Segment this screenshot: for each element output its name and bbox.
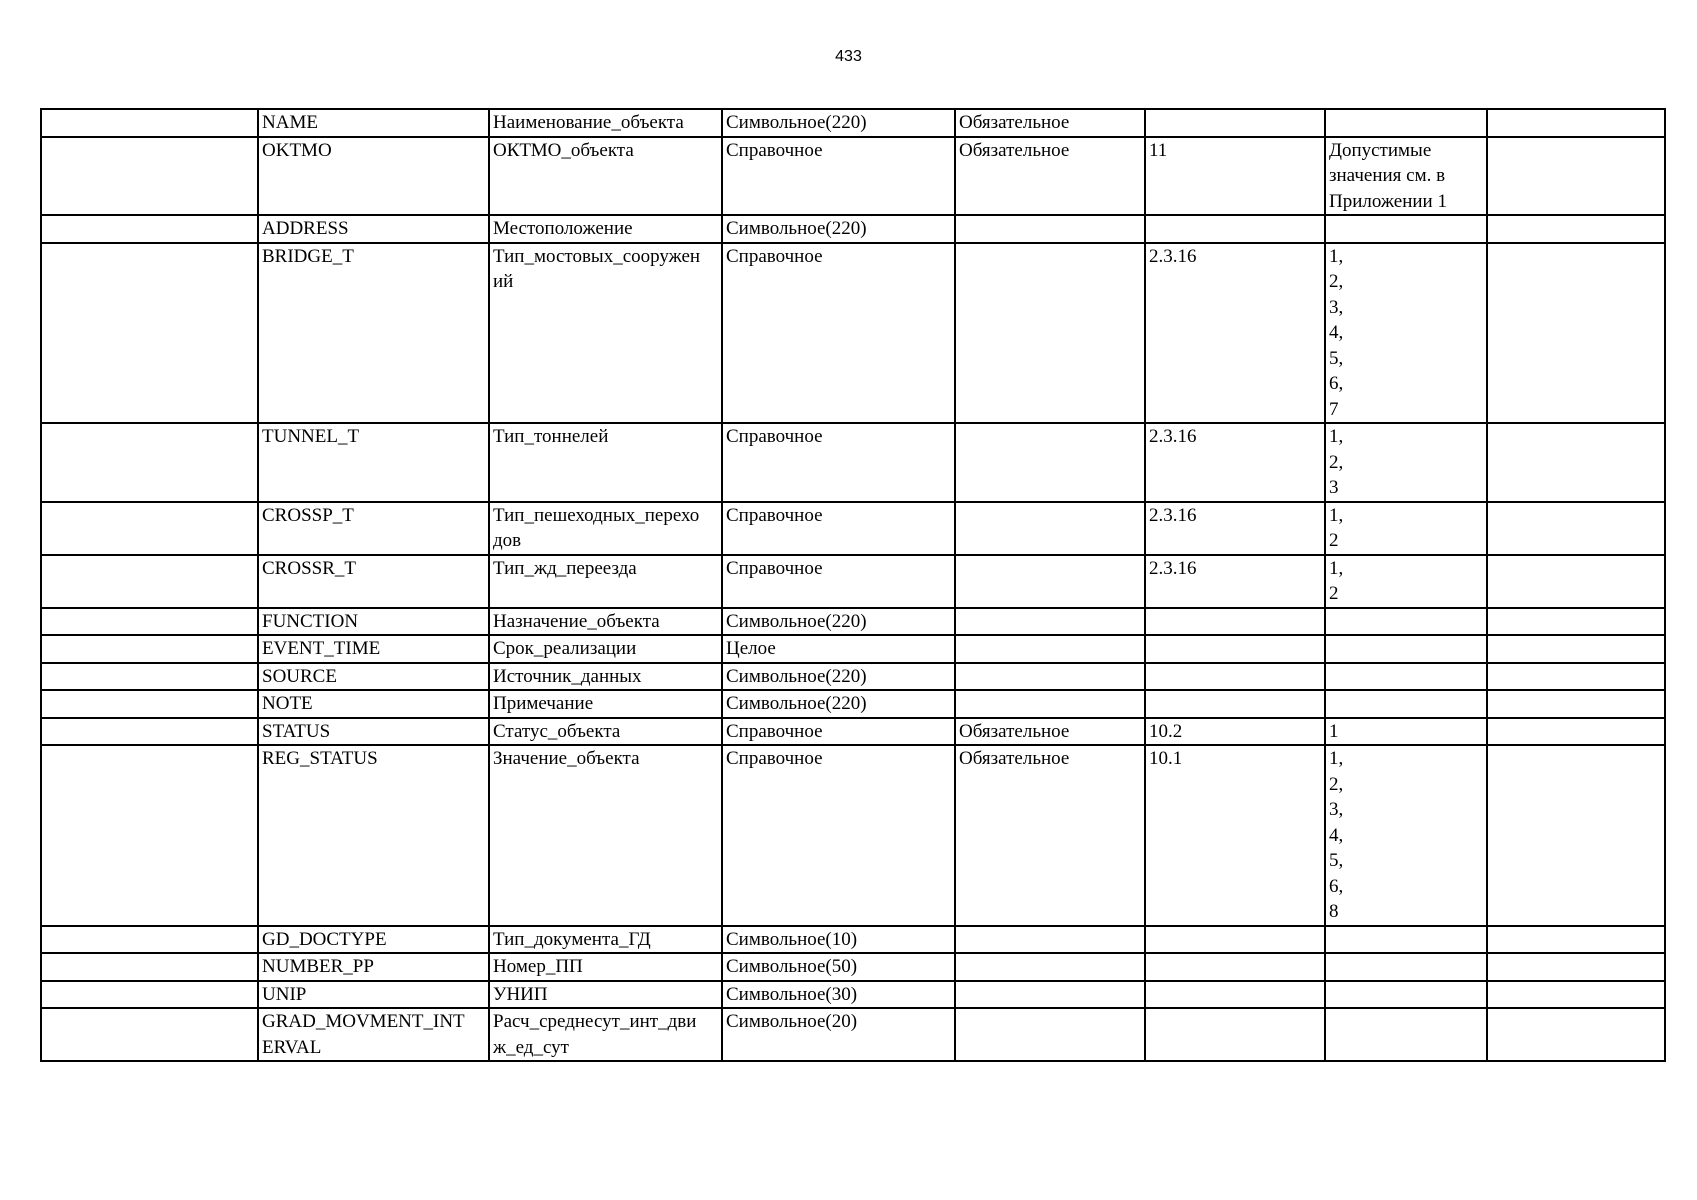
requirement-cell bbox=[955, 1008, 1145, 1061]
table-row bbox=[41, 745, 1665, 926]
data-type-cell: Справочное bbox=[722, 243, 955, 424]
attribute-name-cell: Расч_среднесут_инт_дви ж_ед_сут bbox=[489, 1008, 722, 1061]
allowed-values-cell bbox=[1325, 953, 1487, 981]
table-row bbox=[41, 635, 1665, 663]
reference-cell: 2.3.16 bbox=[1145, 555, 1325, 608]
table-row bbox=[41, 215, 1665, 243]
table-row bbox=[41, 608, 1665, 636]
empty-cell bbox=[1487, 953, 1665, 981]
reference-cell bbox=[1145, 635, 1325, 663]
requirement-cell: Обязательное bbox=[955, 137, 1145, 216]
empty-cell bbox=[41, 953, 258, 981]
attribute-name-cell: Тип_тоннелей bbox=[489, 423, 722, 502]
attribute-code-cell: SOURCE bbox=[258, 663, 489, 691]
attribute-name-cell: Тип_мостовых_сооружен ий bbox=[489, 243, 722, 424]
allowed-values-cell: 1 bbox=[1325, 718, 1487, 746]
empty-cell bbox=[1487, 635, 1665, 663]
attribute-code-cell: CROSSR_T bbox=[258, 555, 489, 608]
empty-cell bbox=[1487, 1008, 1665, 1061]
empty-cell bbox=[1487, 109, 1665, 137]
empty-cell bbox=[1487, 663, 1665, 691]
attribute-name-cell: Назначение_объекта bbox=[489, 608, 722, 636]
allowed-values-cell: Допустимые значения см. в Приложении 1 bbox=[1325, 137, 1487, 216]
attribute-name-cell: Тип_пешеходных_перехо дов bbox=[489, 502, 722, 555]
empty-cell bbox=[1487, 718, 1665, 746]
requirement-cell: Обязательное bbox=[955, 745, 1145, 926]
allowed-values-cell: 1, 2, 3, 4, 5, 6, 8 bbox=[1325, 745, 1487, 926]
data-type-cell: Символьное(220) bbox=[722, 215, 955, 243]
requirement-cell: Обязательное bbox=[955, 109, 1145, 137]
data-type-cell: Символьное(220) bbox=[722, 663, 955, 691]
empty-cell bbox=[41, 109, 258, 137]
attribute-name-cell: ОКТМО_объекта bbox=[489, 137, 722, 216]
attribute-table bbox=[40, 108, 1666, 1062]
attribute-code-cell: CROSSP_T bbox=[258, 502, 489, 555]
table-row bbox=[41, 981, 1665, 1009]
attribute-code-cell: ADDRESS bbox=[258, 215, 489, 243]
requirement-cell bbox=[955, 981, 1145, 1009]
empty-cell bbox=[41, 981, 258, 1009]
table-row bbox=[41, 718, 1665, 746]
requirement-cell bbox=[955, 502, 1145, 555]
reference-cell bbox=[1145, 215, 1325, 243]
attribute-code-cell: UNIP bbox=[258, 981, 489, 1009]
reference-cell: 10.2 bbox=[1145, 718, 1325, 746]
attribute-name-cell: Значение_объекта bbox=[489, 745, 722, 926]
data-type-cell: Символьное(220) bbox=[722, 109, 955, 137]
reference-cell: 2.3.16 bbox=[1145, 423, 1325, 502]
table-row bbox=[41, 109, 1665, 137]
requirement-cell bbox=[955, 926, 1145, 954]
attribute-name-cell: Наименование_объекта bbox=[489, 109, 722, 137]
allowed-values-cell bbox=[1325, 608, 1487, 636]
attribute-code-cell: OKTMO bbox=[258, 137, 489, 216]
table-row bbox=[41, 423, 1665, 502]
empty-cell bbox=[41, 423, 258, 502]
table-body bbox=[41, 109, 1665, 1061]
reference-cell: 2.3.16 bbox=[1145, 243, 1325, 424]
attribute-name-cell: Источник_данных bbox=[489, 663, 722, 691]
table-row bbox=[41, 953, 1665, 981]
data-type-cell: Символьное(10) bbox=[722, 926, 955, 954]
requirement-cell bbox=[955, 690, 1145, 718]
attribute-code-cell: GRAD_MOVMENT_INT ERVAL bbox=[258, 1008, 489, 1061]
attribute-code-cell: REG_STATUS bbox=[258, 745, 489, 926]
empty-cell bbox=[1487, 423, 1665, 502]
requirement-cell: Обязательное bbox=[955, 718, 1145, 746]
requirement-cell bbox=[955, 243, 1145, 424]
empty-cell bbox=[41, 690, 258, 718]
requirement-cell bbox=[955, 555, 1145, 608]
requirement-cell bbox=[955, 663, 1145, 691]
attribute-code-cell: GD_DOCTYPE bbox=[258, 926, 489, 954]
page-number: 433 bbox=[835, 48, 862, 65]
empty-cell bbox=[1487, 981, 1665, 1009]
data-type-cell: Символьное(50) bbox=[722, 953, 955, 981]
empty-cell bbox=[41, 608, 258, 636]
reference-cell: 11 bbox=[1145, 137, 1325, 216]
data-type-cell: Символьное(220) bbox=[722, 608, 955, 636]
data-type-cell: Целое bbox=[722, 635, 955, 663]
attribute-code-cell: STATUS bbox=[258, 718, 489, 746]
requirement-cell bbox=[955, 953, 1145, 981]
attribute-name-cell: Тип_жд_переезда bbox=[489, 555, 722, 608]
empty-cell bbox=[41, 1008, 258, 1061]
reference-cell: 2.3.16 bbox=[1145, 502, 1325, 555]
requirement-cell bbox=[955, 423, 1145, 502]
reference-cell bbox=[1145, 690, 1325, 718]
empty-cell bbox=[1487, 243, 1665, 424]
empty-cell bbox=[41, 555, 258, 608]
allowed-values-cell bbox=[1325, 663, 1487, 691]
allowed-values-cell bbox=[1325, 926, 1487, 954]
allowed-values-cell bbox=[1325, 215, 1487, 243]
allowed-values-cell bbox=[1325, 109, 1487, 137]
reference-cell bbox=[1145, 1008, 1325, 1061]
requirement-cell bbox=[955, 608, 1145, 636]
empty-cell bbox=[1487, 926, 1665, 954]
allowed-values-cell bbox=[1325, 1008, 1487, 1061]
reference-cell bbox=[1145, 663, 1325, 691]
allowed-values-cell bbox=[1325, 635, 1487, 663]
attribute-code-cell: TUNNEL_T bbox=[258, 423, 489, 502]
allowed-values-cell bbox=[1325, 981, 1487, 1009]
table-row bbox=[41, 243, 1665, 424]
empty-cell bbox=[41, 137, 258, 216]
allowed-values-cell: 1, 2, 3 bbox=[1325, 423, 1487, 502]
attribute-name-cell: УНИП bbox=[489, 981, 722, 1009]
reference-cell bbox=[1145, 926, 1325, 954]
empty-cell bbox=[1487, 690, 1665, 718]
data-type-cell: Символьное(20) bbox=[722, 1008, 955, 1061]
attribute-name-cell: Срок_реализации bbox=[489, 635, 722, 663]
table-row bbox=[41, 926, 1665, 954]
attribute-code-cell: BRIDGE_T bbox=[258, 243, 489, 424]
reference-cell bbox=[1145, 608, 1325, 636]
data-type-cell: Справочное bbox=[722, 745, 955, 926]
empty-cell bbox=[41, 243, 258, 424]
table-row bbox=[41, 555, 1665, 608]
table-row bbox=[41, 663, 1665, 691]
empty-cell bbox=[41, 718, 258, 746]
empty-cell bbox=[1487, 745, 1665, 926]
attribute-code-cell: EVENT_TIME bbox=[258, 635, 489, 663]
table-row bbox=[41, 1008, 1665, 1061]
attribute-code-cell: NOTE bbox=[258, 690, 489, 718]
attribute-code-cell: FUNCTION bbox=[258, 608, 489, 636]
attribute-name-cell: Примечание bbox=[489, 690, 722, 718]
attribute-code-cell: NUMBER_PP bbox=[258, 953, 489, 981]
empty-cell bbox=[41, 745, 258, 926]
allowed-values-cell: 1, 2, 3, 4, 5, 6, 7 bbox=[1325, 243, 1487, 424]
empty-cell bbox=[1487, 215, 1665, 243]
attribute-code-cell: NAME bbox=[258, 109, 489, 137]
requirement-cell bbox=[955, 635, 1145, 663]
data-type-cell: Справочное bbox=[722, 137, 955, 216]
empty-cell bbox=[41, 215, 258, 243]
reference-cell bbox=[1145, 109, 1325, 137]
attribute-name-cell: Местоположение bbox=[489, 215, 722, 243]
empty-cell bbox=[1487, 608, 1665, 636]
requirement-cell bbox=[955, 215, 1145, 243]
data-type-cell: Справочное bbox=[722, 423, 955, 502]
empty-cell bbox=[1487, 137, 1665, 216]
attribute-name-cell: Номер_ПП bbox=[489, 953, 722, 981]
table-row bbox=[41, 137, 1665, 216]
empty-cell bbox=[41, 635, 258, 663]
table-row bbox=[41, 502, 1665, 555]
table-row bbox=[41, 690, 1665, 718]
allowed-values-cell bbox=[1325, 690, 1487, 718]
attribute-name-cell: Тип_документа_ГД bbox=[489, 926, 722, 954]
empty-cell bbox=[41, 502, 258, 555]
empty-cell bbox=[41, 926, 258, 954]
reference-cell bbox=[1145, 981, 1325, 1009]
data-type-cell: Справочное bbox=[722, 502, 955, 555]
allowed-values-cell: 1, 2 bbox=[1325, 555, 1487, 608]
data-type-cell: Символьное(220) bbox=[722, 690, 955, 718]
empty-cell bbox=[41, 663, 258, 691]
allowed-values-cell: 1, 2 bbox=[1325, 502, 1487, 555]
reference-cell: 10.1 bbox=[1145, 745, 1325, 926]
attribute-name-cell: Статус_объекта bbox=[489, 718, 722, 746]
empty-cell bbox=[1487, 555, 1665, 608]
data-type-cell: Справочное bbox=[722, 718, 955, 746]
reference-cell bbox=[1145, 953, 1325, 981]
data-type-cell: Справочное bbox=[722, 555, 955, 608]
empty-cell bbox=[1487, 502, 1665, 555]
data-type-cell: Символьное(30) bbox=[722, 981, 955, 1009]
